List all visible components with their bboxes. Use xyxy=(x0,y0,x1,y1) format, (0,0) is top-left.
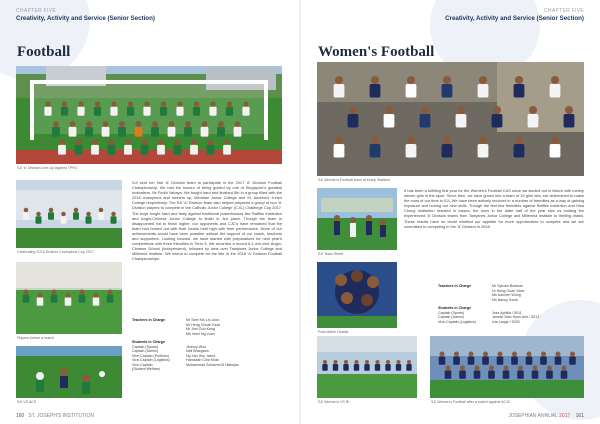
teacher-name: Mr Heng Chuan Keat xyxy=(186,322,220,327)
person-body xyxy=(528,114,539,128)
person-head xyxy=(243,101,248,106)
student-role: (Student Welfare) xyxy=(132,367,161,371)
teacher-name: Ms Karmen Wong xyxy=(492,293,521,297)
person-head xyxy=(109,139,115,145)
person-body xyxy=(86,216,92,224)
person-body xyxy=(375,364,380,371)
person-body xyxy=(102,127,110,137)
person-body xyxy=(514,84,525,98)
section-label: Creativity, Activity and Service (Senior Section) xyxy=(16,15,155,22)
person-head xyxy=(371,76,379,84)
person-body xyxy=(546,370,553,378)
person-body xyxy=(550,144,561,158)
person-head xyxy=(407,360,411,364)
teacher-name: Mr Seet Kin Lin Joon xyxy=(186,318,220,322)
person-body xyxy=(384,114,395,128)
person-body xyxy=(406,84,417,98)
teacher-name: Ms Verni Ng Yoon xyxy=(186,331,215,336)
page-title-football: Football xyxy=(17,44,71,60)
person-body xyxy=(69,127,77,137)
team-sheet-photo-image xyxy=(317,188,397,250)
person-head xyxy=(59,139,65,145)
person-head xyxy=(224,139,230,145)
person-head xyxy=(36,212,41,217)
players-photo-image xyxy=(16,262,122,334)
person-head xyxy=(446,366,451,371)
person-head xyxy=(136,121,142,127)
person-body xyxy=(111,216,117,224)
after-match-photo xyxy=(430,336,584,398)
teachers-row xyxy=(438,284,584,302)
chapter-label: CHAPTER FIVE xyxy=(16,8,56,14)
person-body xyxy=(420,114,431,128)
players-photo xyxy=(16,262,122,334)
womens-lineup-photo-image xyxy=(317,336,417,398)
person-head xyxy=(191,139,197,145)
person-body xyxy=(343,364,348,371)
person-body xyxy=(555,356,562,364)
person-body xyxy=(124,145,132,155)
person-head xyxy=(158,139,164,145)
running-header-left xyxy=(16,8,155,22)
student-name: Muhammad Zulhazmi B Halimjan xyxy=(186,362,239,367)
student-role: Vice-Captain (Logistics) xyxy=(132,358,170,362)
person-body xyxy=(459,370,466,378)
person-head xyxy=(547,366,552,371)
person-head xyxy=(527,352,532,357)
person-head xyxy=(52,290,57,295)
person-head xyxy=(144,101,149,106)
person-body xyxy=(184,127,192,137)
person-body xyxy=(52,127,60,137)
person-head xyxy=(202,121,208,127)
huddle-photo xyxy=(317,262,397,328)
person-head xyxy=(515,76,523,84)
student-name: Jess Aphilla / 5011 xyxy=(492,310,522,315)
caption-lineup: SJI Women's VS RI xyxy=(318,400,350,404)
person-head xyxy=(125,139,131,145)
person-head xyxy=(504,366,509,371)
person-head xyxy=(407,76,415,84)
person-body xyxy=(51,294,58,302)
person-head xyxy=(111,101,116,106)
person-head xyxy=(440,352,445,357)
person-head xyxy=(119,121,125,127)
celebration-photo-image xyxy=(16,180,122,248)
person-body xyxy=(107,294,114,302)
student-name: Hamazah Chia Khan xyxy=(186,358,220,362)
section-label: Creativity, Activity and Service (Senior Section) xyxy=(445,15,584,22)
person-head xyxy=(235,121,241,127)
person-head xyxy=(152,121,158,127)
person-head xyxy=(349,106,357,114)
student-role: Captain (Sports) xyxy=(132,344,159,349)
student-name: Jeremy Woo xyxy=(186,344,207,349)
teacher-name: Ms Nancy Kwok xyxy=(492,297,518,302)
person-head xyxy=(24,208,29,213)
person-body xyxy=(141,145,149,155)
person-body xyxy=(370,84,381,98)
person-body xyxy=(94,107,101,116)
person-body xyxy=(442,84,453,98)
person-body xyxy=(223,145,231,155)
person-head xyxy=(142,139,148,145)
person-body xyxy=(492,114,503,128)
person-body xyxy=(157,145,165,155)
folio-text-right: JOSEPHIAN ANNUAL xyxy=(508,413,558,419)
person-body xyxy=(65,297,72,305)
person-head xyxy=(498,352,503,357)
person-head xyxy=(177,101,182,106)
person-head xyxy=(53,121,59,127)
person-body xyxy=(61,216,67,224)
person-head xyxy=(483,352,488,357)
person-head xyxy=(565,106,573,114)
teacher-name: Mr Sylvain Bulanan xyxy=(492,284,523,288)
person-body xyxy=(569,356,576,364)
student-row xyxy=(132,367,282,372)
person-body xyxy=(108,145,116,155)
person-body xyxy=(478,84,489,98)
person-body xyxy=(334,84,345,98)
person-body xyxy=(478,144,489,158)
chapter-label: CHAPTER FIVE xyxy=(544,8,584,14)
page-title-womens-football: Women's Football xyxy=(318,44,435,60)
person-body xyxy=(540,356,547,364)
caption-huddle: Post-Match Huddle xyxy=(318,330,349,334)
person-head xyxy=(518,366,523,371)
person-body xyxy=(93,297,100,305)
person-head xyxy=(103,121,109,127)
person-body xyxy=(550,84,561,98)
person-head xyxy=(194,101,199,106)
person-head xyxy=(556,352,561,357)
person-body xyxy=(176,107,183,116)
person-body xyxy=(174,145,182,155)
person-body xyxy=(75,145,83,155)
person-body xyxy=(532,370,539,378)
person-head xyxy=(562,366,567,371)
student-name: Neil Bhargava xyxy=(186,349,209,353)
student-role: Captain (Admin) xyxy=(438,315,464,319)
page-gutter xyxy=(299,0,301,424)
caption-womens-team: SJI Women's Football team at Kranji Stadium xyxy=(318,178,391,182)
person-body xyxy=(23,294,30,302)
folio-left xyxy=(16,413,94,419)
person-head xyxy=(95,101,100,106)
person-head xyxy=(227,101,232,106)
person-head xyxy=(62,101,67,106)
person-body xyxy=(98,212,104,220)
person-body xyxy=(561,370,568,378)
person-head xyxy=(335,76,343,84)
person-head xyxy=(551,76,559,84)
football-body-text: SJI sent her first 'A' Division team to participate in the 2017 'A' Division Football Championship. We had the honour of being guided by one of Singapore's greatest footballers, Mr Fadhl Yahaya. We fought hard and finished 5th in a group filled with the 2018 champions and runners up, Meridian Junior College and St. Andrew's Junior College respectively. The SJI 'A' Division team also helped prepared a group of non 'A' Division players to compete in the Catholic Junior College (CJC) Challenge Cup 2017. The boys fought hard and fairly against traditional powerhouses like Raffles Institution and Anglo-Chinese Junior College to finish in 3rd place. Though the team is disappointed not to finish higher, our opponents and CJC's have remarked that the team had bowed out with their heads held high with their performance. None of our achievements would have been possible without the support of our coach, teachers and supporters. Looking forward, we have started with preparations for next year's competitions with three friendlies in Term 5. We recorded a record 6-1 win over Anglo-Chinese School (Independent), followed by wins over Tampines Junior College and Millennia Institute. We intend to compete for the title in the 2018 'A' Division Football Championships. xyxy=(132,180,282,262)
person-head xyxy=(421,106,429,114)
person-body xyxy=(193,107,200,116)
person-head xyxy=(570,352,575,357)
person-head xyxy=(354,360,358,364)
womens-team-photo-image xyxy=(317,62,584,176)
person-head xyxy=(66,293,71,298)
team-photo xyxy=(16,66,282,164)
person-body xyxy=(77,107,84,116)
person-body xyxy=(58,145,66,155)
person-head xyxy=(45,101,50,106)
person-body xyxy=(226,107,233,116)
student-role: Vice-Captain xyxy=(132,362,153,367)
team-photo-image xyxy=(16,66,282,164)
person-body xyxy=(79,294,86,302)
person-head xyxy=(396,360,400,364)
person-body xyxy=(445,370,452,378)
person-head xyxy=(512,352,517,357)
person-body xyxy=(85,127,93,137)
person-body xyxy=(497,356,504,364)
person-head xyxy=(541,352,546,357)
person-head xyxy=(208,139,214,145)
person-head xyxy=(169,121,175,127)
person-body xyxy=(127,107,134,116)
person-head xyxy=(469,352,474,357)
teacher-name: Mr Joel Goh Keng xyxy=(186,327,215,331)
person-body xyxy=(370,144,381,158)
page-number-left: 160 xyxy=(16,413,25,419)
person-head xyxy=(323,360,327,364)
person-head xyxy=(108,290,113,295)
person-body xyxy=(160,107,167,116)
caption-celebration: Celebrating SJI A Division Champions Cup 2017 xyxy=(17,250,94,254)
person-body xyxy=(406,364,411,371)
person-body xyxy=(73,212,79,220)
person-body xyxy=(36,216,42,224)
person-body xyxy=(168,127,176,137)
womens-team-photo xyxy=(317,62,584,176)
person-body xyxy=(488,370,495,378)
person-body xyxy=(396,364,401,371)
person-body xyxy=(23,212,29,220)
person-head xyxy=(443,76,451,84)
person-head xyxy=(454,352,459,357)
person-body xyxy=(453,356,460,364)
person-head xyxy=(479,136,487,144)
person-head xyxy=(185,121,191,127)
folio-text-left: ST. JOSEPH'S INSTITUTION xyxy=(28,413,95,419)
student-name: Ng Yan Hsu Jared xyxy=(186,353,216,358)
person-body xyxy=(217,127,225,137)
person-head xyxy=(386,360,390,364)
person-body xyxy=(61,107,68,116)
student-name: Janelle Wan Hyun Ann / 5013 xyxy=(492,315,540,319)
team-sheet-photo xyxy=(317,188,397,250)
person-head xyxy=(94,293,99,298)
teacher-name: Dr Heng Guan Xiear xyxy=(492,288,525,293)
person-body xyxy=(201,127,209,137)
person-head xyxy=(76,139,82,145)
person-head xyxy=(111,212,116,217)
person-body xyxy=(526,356,533,364)
person-body xyxy=(44,107,51,116)
person-body xyxy=(474,370,481,378)
caption-team-sheet: SJI Team Sheet xyxy=(318,252,344,256)
person-head xyxy=(529,106,537,114)
teachers-list xyxy=(492,284,584,302)
person-body xyxy=(511,356,518,364)
person-head xyxy=(210,101,215,106)
teachers-row xyxy=(132,318,282,336)
person-head xyxy=(99,208,104,213)
person-head xyxy=(375,360,379,364)
person-head xyxy=(86,212,91,217)
person-head xyxy=(479,76,487,84)
person-head xyxy=(551,136,559,144)
person-head xyxy=(371,136,379,144)
student-role: Vice-Captain (Logistics) xyxy=(438,319,476,324)
person-head xyxy=(335,136,343,144)
person-head xyxy=(443,136,451,144)
person-head xyxy=(533,366,538,371)
person-head xyxy=(175,139,181,145)
person-head xyxy=(92,139,98,145)
person-head xyxy=(61,212,66,217)
person-head xyxy=(86,121,92,127)
person-head xyxy=(489,366,494,371)
person-body xyxy=(333,364,338,371)
person-body xyxy=(207,145,215,155)
students-heading: Students in Charge xyxy=(132,340,165,344)
match-photo xyxy=(16,346,122,398)
person-body xyxy=(503,370,510,378)
person-body xyxy=(385,364,390,371)
match-photo-image xyxy=(16,346,122,398)
person-body xyxy=(48,212,54,220)
person-body xyxy=(514,144,525,158)
person-head xyxy=(365,360,369,364)
person-body xyxy=(234,127,242,137)
person-body xyxy=(468,356,475,364)
person-head xyxy=(515,136,523,144)
student-name: Icia Lange / 5025 xyxy=(492,319,520,324)
person-head xyxy=(460,366,465,371)
teachers-heading: Teachers in Charge xyxy=(438,284,472,288)
person-head xyxy=(49,208,54,213)
person-body xyxy=(118,127,126,137)
womens-staff-block xyxy=(438,284,584,324)
person-head xyxy=(475,366,480,371)
page-number-right: 161 xyxy=(575,413,584,419)
student-role: Vice-Captain (Portfolio) xyxy=(132,353,170,358)
person-head xyxy=(457,106,465,114)
folio-right xyxy=(508,413,584,419)
person-head xyxy=(344,360,348,364)
person-body xyxy=(439,356,446,364)
student-role: Captain (Admin) xyxy=(132,349,158,353)
folio-year: 2017 xyxy=(559,413,571,419)
person-body xyxy=(564,114,575,128)
person-body xyxy=(209,107,216,116)
person-body xyxy=(110,107,117,116)
person-body xyxy=(135,127,143,137)
person-head xyxy=(128,101,133,106)
person-head xyxy=(385,106,393,114)
caption-players: Players before a match xyxy=(17,336,54,340)
person-body xyxy=(456,114,467,128)
teachers-list xyxy=(186,318,282,336)
person-body xyxy=(334,144,345,158)
person-body xyxy=(143,107,150,116)
caption-match: SJI VS ACS xyxy=(17,400,37,404)
person-head xyxy=(70,121,76,127)
person-body xyxy=(354,364,359,371)
running-header-right xyxy=(445,8,584,22)
person-body xyxy=(91,145,99,155)
womens-lineup-photo xyxy=(317,336,417,398)
person-head xyxy=(333,360,337,364)
person-body xyxy=(517,370,524,378)
students-heading: Students in Charge xyxy=(438,306,471,310)
person-body xyxy=(190,145,198,155)
celebration-photo xyxy=(16,180,122,248)
caption-after-match: SJI Women's Football after a match against ACJC xyxy=(431,400,511,404)
after-match-photo-image xyxy=(430,336,584,398)
person-head xyxy=(74,208,79,213)
person-body xyxy=(242,107,249,116)
person-head xyxy=(78,101,83,106)
person-body xyxy=(322,364,327,371)
student-row xyxy=(438,320,584,325)
womens-body-text: It has been a fulfilling first year for the Women's Football CAS since we started out in March with merely eleven girls in the sport. Since then, we have grown into a team of 19 girls who are determined to make the most of our time in SJI. We have been actively involved in a number of friendlies as a way of gaining exposure and honing our new skills. Though the first few friendlies against Raffles Institution and Hwa Chong Institution resulted in losses, the ones in the latter half of the year saw us holding the experienced 'A' Division teams from Tampines Junior College and Millennia Institute to thrilling draws. These results have no doubt whetted our appetite for more opportunities to compete and we are committed to competing in the 'A' Division in 2018. xyxy=(404,188,584,229)
football-staff-block xyxy=(132,318,282,372)
person-body xyxy=(482,356,489,364)
person-head xyxy=(218,121,224,127)
person-head xyxy=(80,290,85,295)
person-head xyxy=(407,136,415,144)
teachers-heading: Teachers in Charge xyxy=(132,318,166,322)
person-body xyxy=(442,144,453,158)
person-head xyxy=(24,290,29,295)
person-body xyxy=(364,364,369,371)
person-head xyxy=(493,106,501,114)
student-role: Captain (Sports) xyxy=(438,310,465,315)
person-body xyxy=(406,144,417,158)
person-head xyxy=(38,293,43,298)
student-name xyxy=(186,367,282,372)
caption-team-photo: SJI 'A' Division Line-Up Against TPHC xyxy=(17,166,78,170)
person-body xyxy=(37,297,44,305)
huddle-photo-image xyxy=(317,262,397,328)
person-body xyxy=(348,114,359,128)
person-body xyxy=(151,127,159,137)
person-head xyxy=(161,101,166,106)
